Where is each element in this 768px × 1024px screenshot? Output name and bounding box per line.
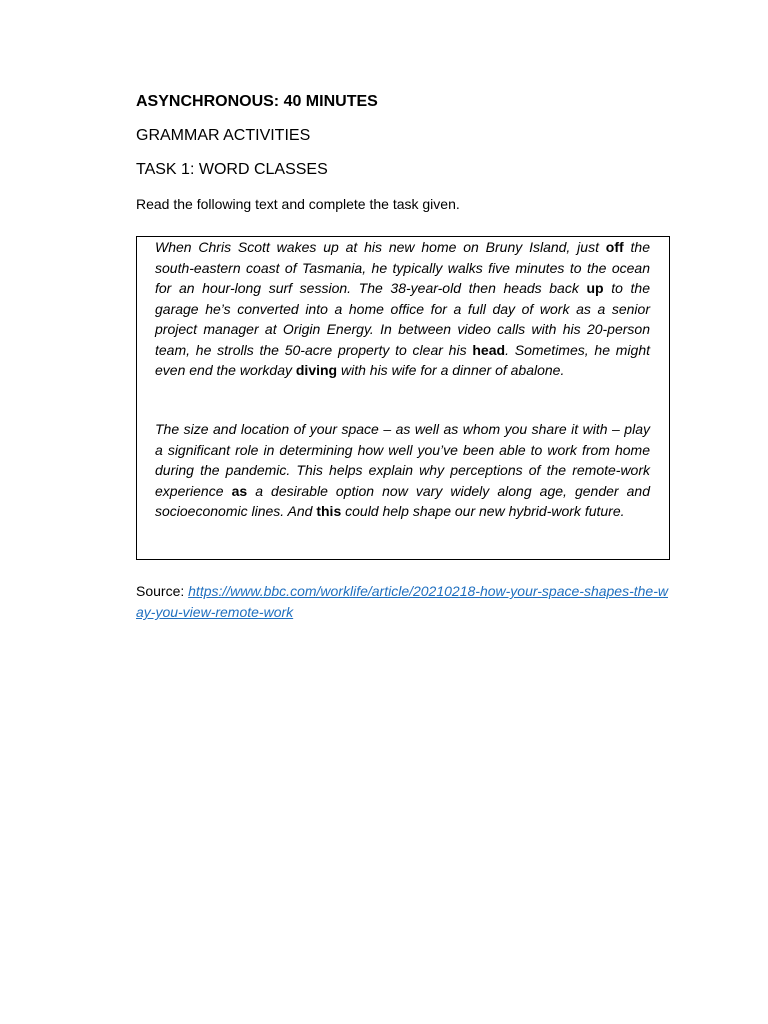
passage-paragraph-1 xyxy=(155,237,650,381)
bold-word-up: up xyxy=(586,280,604,296)
passage-paragraph-2 xyxy=(155,419,650,522)
main-heading: ASYNCHRONOUS: 40 MINUTES xyxy=(136,93,378,110)
passage-text: The size and location of your space – as well as whom you share it with – play a significant role in determining how well you’ve been able to work from home during the pandemic. This helps explain why perceptions of the remote-work experience xyxy=(155,421,650,499)
section-heading: GRAMMAR ACTIVITIES xyxy=(136,127,311,144)
bold-word-as: as xyxy=(231,482,248,499)
passage-text: When Chris Scott wakes up at his new home on Bruny Island, just xyxy=(155,239,606,255)
bold-word-head: head xyxy=(472,341,506,358)
bold-word-this: this xyxy=(316,503,342,519)
bold-word-diving: diving xyxy=(295,362,338,378)
instruction-text: Read the following text and complete the task given. xyxy=(136,196,460,212)
passage-text: with his wife for a dinner of abalone. xyxy=(337,362,565,378)
source-line xyxy=(136,581,672,623)
passage-text: a desirable option now vary widely along age, gender and socioeconomic lines. And xyxy=(155,482,650,519)
bold-word-off: off xyxy=(605,239,624,255)
passage-text: to the garage he’s converted into a home office for a full day of work as a senior project manager at Origin Energy. In between video calls with his 20-person team, he strolls the 50-acre property to clear his xyxy=(155,280,650,358)
passage-text: could help shape our new hybrid-work future. xyxy=(341,503,625,519)
source-link[interactable]: https://www.bbc.com/worklife/article/20210218-how-your-space-shapes-the-way-you-view-remote-work xyxy=(136,583,668,620)
task-heading: TASK 1: WORD CLASSES xyxy=(136,161,328,178)
passage-text: the south-eastern coast of Tasmania, he typically walks five minutes to the ocean for an hour-long surf session. The 38-year-old then heads back xyxy=(155,239,650,296)
passage-box xyxy=(136,236,670,560)
source-label: Source: xyxy=(136,583,189,599)
passage-text: . Sometimes, he might even end the workday xyxy=(155,341,651,378)
